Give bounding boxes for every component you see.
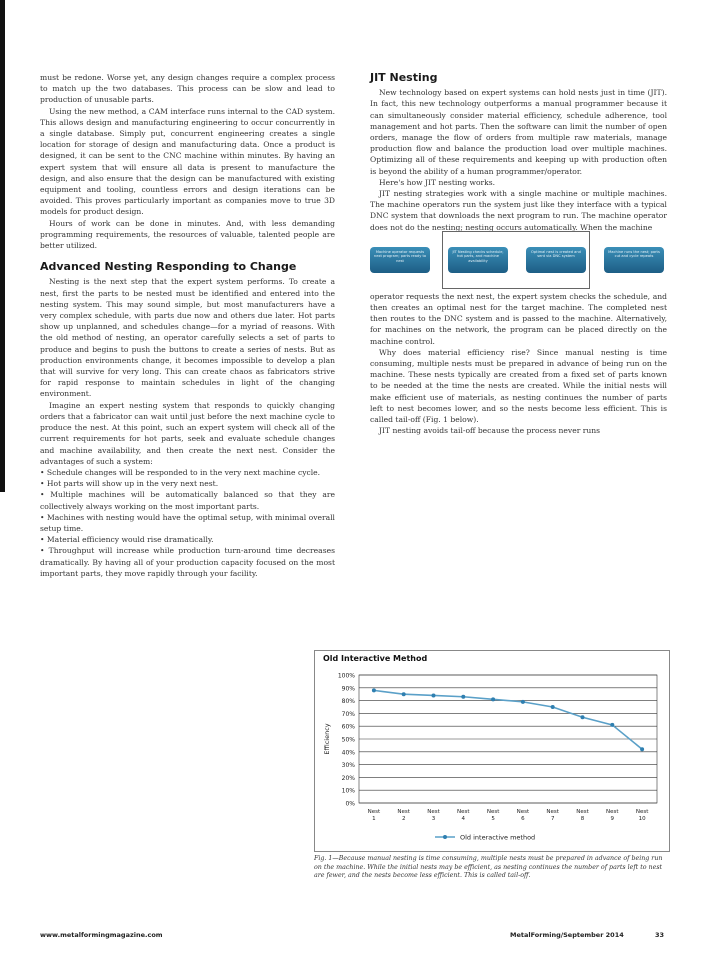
data-point [402, 692, 406, 696]
y-tick-label: 20% [341, 774, 355, 782]
x-tick-label: Nest 1 [367, 809, 381, 822]
legend-marker [443, 835, 447, 839]
data-point [640, 747, 644, 751]
paragraph: Here's how JIT nesting works. [379, 177, 496, 187]
left-column [40, 72, 335, 579]
y-tick-label: 40% [341, 749, 355, 757]
section-heading-advanced-nesting: Advanced Nesting Responding to Change [40, 260, 297, 274]
legend-label: Old interactive method [460, 833, 536, 842]
page-edge-bar [0, 0, 5, 492]
paragraph: Hours of work can be done in minutes. And, with less demanding programming requirements, the resources of valuable, talented people are better utilized. [40, 218, 335, 251]
bullet-item: • Material efficiency would rise dramatically. [40, 535, 214, 545]
x-tick-label: Nest 6 [516, 809, 530, 822]
paragraph: Nesting is the next step that the expert system performs. To create a nest, first the parts to be nested must be identified and entered into the nesting system. This may sound simple, but most manufacturers have a very complex schedule, with parts due now and others due later. Hot parts show up unplanned, and schedules change—for a myriad of reasons. With the old method of nesting, an operator carefully selects a set of parts to produce and begins to push the buttons to create a series of nests. But as production environments change, it becomes impossible to develop a plan that will survive for very long. This can create chaos as fabricators strive for rapid response to maintain schedules in light of the changing environment. [40, 277, 335, 399]
data-point [610, 723, 614, 727]
data-point [551, 705, 555, 709]
footer-magazine: MetalForming/September 2014 [510, 931, 624, 939]
bullet-item: • Schedule changes will be responded to in the very next machine cycle. [40, 467, 321, 477]
paragraph: Using the new method, a CAM interface runs internal to the CAD system. This allows design and manufacturing engineering to occur concurrently in a single database. Simply put, concurrent engineering creates a single location for storage of design and manufacturing data. Once a product is designed, it can be sent to the CNC machine within minutes. By having an expert system that will ensure all data is present to manufacture the design, and also ensure that the design can be manufactured with existing equipment and tooling, countless errors and design iterations can be avoided. This proves particularly important as companies move to true 3D models for product design. [40, 106, 335, 217]
chart-svg [315, 651, 669, 851]
page-number: 33 [655, 931, 665, 939]
flow-box: Machine runs the nest; parts cut and cycle repeats [604, 247, 664, 273]
y-tick-label: 90% [341, 685, 355, 693]
y-tick-label: 100% [337, 672, 355, 680]
footer-website: www.metalformingmagazine.com [40, 931, 163, 939]
section-heading-jit-nesting: JIT Nesting [370, 71, 438, 84]
y-tick-label: 30% [341, 762, 355, 770]
x-tick-label: Nest 2 [397, 809, 410, 822]
y-tick-label: 70% [341, 710, 355, 718]
data-point [432, 693, 436, 697]
bullet-item: • Hot parts will show up in the very next nest. [40, 479, 219, 489]
paragraph: must be redone. Worse yet, any design changes require a complex process to match up the two databases. This process can be slow and lead to production of unusable parts. [40, 73, 335, 105]
y-tick-label: 10% [341, 787, 355, 795]
paragraph: operator requests the next nest, the expert system checks the schedule, and then creates an optimal nest for the target machine. The completed nest then routes to the DNC system and is passed to the machine. Alternatively, for machines on the network, the program can be placed directly on the machine control. [370, 291, 667, 346]
x-tick-label: Nest 3 [427, 809, 440, 822]
efficiency-chart [314, 650, 670, 852]
y-axis-label: Efficiency [323, 723, 331, 755]
x-tick-label: Nest 10 [635, 809, 649, 822]
right-column [370, 72, 667, 436]
flow-box: JIT Nesting checks schedule, hot parts, and machine availability [448, 247, 508, 273]
x-tick-label: Nest 8 [576, 809, 589, 822]
flow-box: Optimal nest is created and sent via DNC system [526, 247, 586, 273]
y-tick-label: 50% [341, 736, 355, 744]
series-line [374, 690, 642, 749]
paragraph: Why does material efficiency rise? Since manual nesting is time consuming, multiple nests must be prepared in advance of being run on the machine. These nests typically are created from a fixed set of parts known to be needed at the time the nests are created. While the initial nests will make efficient use of materials, as nesting continues the number of parts left to nest becomes lower, and so the nests become less efficient. This is called tail-off (Fig. 1 below). [370, 347, 667, 425]
data-point [521, 700, 525, 704]
jit-flow-diagram [370, 237, 667, 285]
paragraph: Imagine an expert nesting system that responds to quickly changing orders that a fabricator can wait until just before the next machine cycle to produce the nest. At this point, such an expert system will check all of the current requirements for hot parts, seek and evaluate schedule changes and machine availability, and then create the next nest. Consider the advantages of such a system: [40, 400, 335, 466]
y-tick-label: 0% [345, 800, 355, 808]
bullet-item: • Multiple machines will be automatically balanced so that they are collectively always working on the most important parts. [40, 490, 335, 511]
data-point [461, 695, 465, 699]
paragraph: New technology based on expert systems can hold nests just in time (JIT). In fact, this new technology outperforms a manual programmer because it can simultaneously consider material efficiency, schedule adherence, tool management and hot parts. Then the software can limit the number of open orders, manage the flow of orders from multiple raw materials, manage production flow and balance the production load over multiple machines. Optimizing all of these requirements and keeping up with production often is beyond the ability of a human programmer/operator. [370, 88, 667, 176]
bullet-item: • Machines with nesting would have the optimal setup, with minimal overall setup time. [40, 512, 335, 533]
bullet-item: • Throughput will increase while production turn-around time decreases dramatically. By having all of your production capacity focused on the most important parts, they move rapidly through your facility. [40, 546, 335, 578]
paragraph: JIT nesting avoids tail-off because the process never runs [379, 426, 601, 436]
figure-caption: Fig. 1—Because manual nesting is time consuming, multiple nests must be prepared in advance of being run on the machine. While the initial nests may be efficient, as nesting continues the number of parts left to nest are fewer, and the nests become less efficient. This is called tail-off. [314, 855, 663, 880]
data-point [372, 688, 376, 692]
y-tick-label: 60% [341, 723, 355, 731]
flow-box: Machine operator requests next program; parts ready to nest [370, 247, 430, 273]
data-point [491, 697, 495, 701]
data-point [581, 715, 585, 719]
x-tick-label: Nest 7 [546, 809, 559, 822]
x-tick-label: Nest 5 [486, 809, 500, 822]
x-tick-label: Nest 4 [457, 809, 470, 822]
x-tick-label: Nest 9 [606, 809, 619, 822]
paragraph: JIT nesting strategies work with a single machine or multiple machines. The machine operators run the system just like they interface with a typical DNC system that downloads the next program to run. The machine operator does not do the nesting; nesting occurs automatically. When the machine [370, 189, 667, 232]
chart-title: Old Interactive Method [323, 654, 428, 663]
y-tick-label: 80% [341, 698, 355, 706]
